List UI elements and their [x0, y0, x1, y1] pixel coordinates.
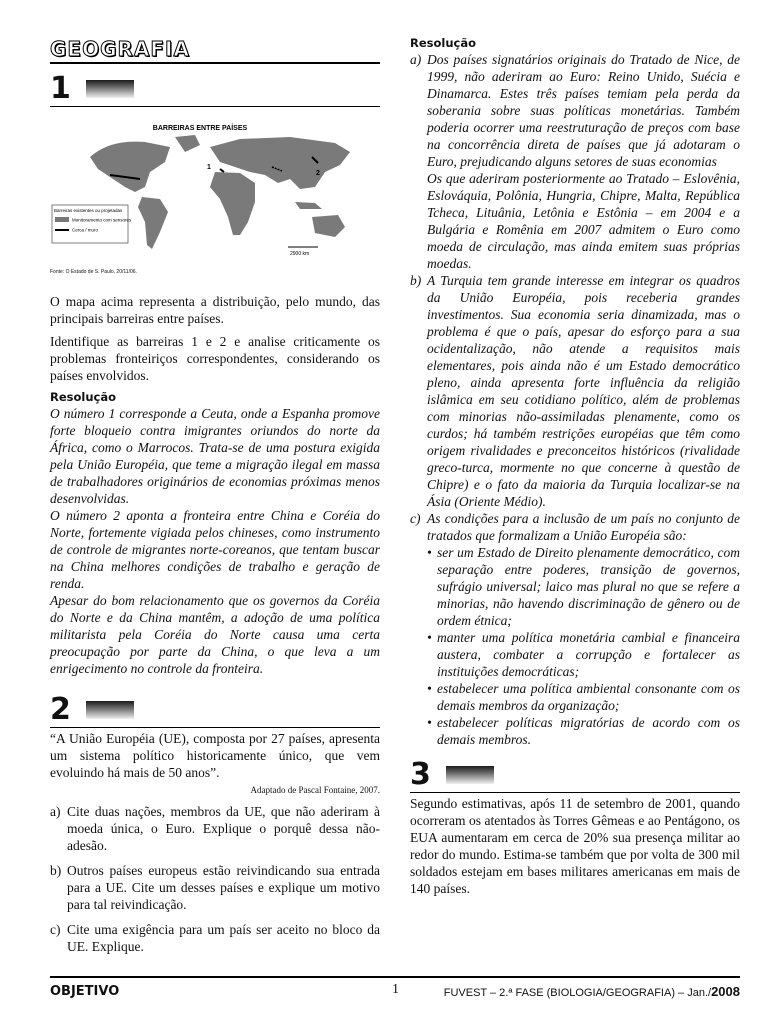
bullet-item: • estabelecer uma política ambiental consonante com os demais membros da organização; — [427, 681, 740, 713]
exam-name: FUVEST – 2.ª FASE (BIOLOGIA/GEOGRAFIA) – Jan./ — [443, 987, 712, 999]
q3-text: Segundo estimativas, após 11 de setembro de 2001, quando ocorreram os atentados às Torres Gêmeas e ao Pentágono, os EUA aumentaram em cerca de 20% sua presença militar ao redor do mundo. Estima-se também que por volta de 300 mil soldados estejam em bases militares americanas em mais de 140 países. — [410, 796, 740, 896]
item-label: b) — [50, 863, 62, 878]
map-title: BARREIRAS ENTRE PAÍSES — [152, 125, 248, 132]
question-bar-decoration — [86, 80, 134, 98]
question-bar-decoration — [446, 766, 494, 784]
map-source: Fonte: O Estado de S. Paulo, 20/11/06. — [50, 269, 137, 275]
question-bar-decoration — [86, 701, 134, 719]
item-text: A Turquia tem grande interesse em integrar os quadros da União Européia, pois receberia grandes investimentos. Sua economia seria dinamizada, mas o problema é que o país, apesar do esforço para a sua ocidentalização, não atende a requisitos mais elementares, pois ainda não é um Estado democrático pleno, ainda apresenta forte influência da religião islâmica em seu cotidiano político, além de problemas com minorias não-assimiladas plenamente, como os curdos; há também restrições européias que têm como origem rivalidades e preconceitos históricos (rivalidade greco-turca, mormente no que concerne à questão de Chipre) e o fato da maioria da Turquia localizar-se na Ásia (Oriente Médio). — [427, 273, 740, 509]
legend-title: Barreiras existentes ou projetadas — [54, 208, 123, 213]
bullet-text: estabelecer políticas migratórias de acordo com os demais membros. — [437, 715, 740, 747]
item-label: a) — [410, 52, 422, 67]
left-column — [50, 34, 380, 955]
title-rule — [50, 62, 380, 64]
question-number: 2 — [50, 692, 71, 727]
bullet-item: • manter uma política monetária cambial e financeira austera, combater a corrupção e fortalecer as instituições democráticas; — [427, 630, 740, 679]
q2-res-c — [410, 510, 740, 748]
q2-item-b — [50, 862, 380, 913]
item-label: c) — [410, 511, 421, 526]
q2-quote: “A União Européia (UE), composta por 27 países, apresenta um sistema político historicamente único, que vem evoluindo há mais de 50 anos”. — [50, 731, 380, 780]
item-text: Cite duas nações, membros da UE, que não aderiram à moeda única, o Euro. Explique o porquê dessa não-adesão. — [67, 804, 380, 853]
question-number: 3 — [410, 757, 431, 792]
q2-resolution-label: Resolução — [410, 36, 477, 50]
exam-year: 2008 — [711, 984, 740, 999]
item-text: Outros países europeus estão reivindicando sua entrada para a UE. Cite um desses países e explique um motivo para tal reivindicação. — [67, 863, 380, 912]
footer-exam-info — [444, 984, 740, 999]
question-2-header — [50, 693, 380, 728]
barrier-label-1: 1 — [207, 164, 211, 171]
item-label: c) — [50, 922, 61, 937]
q2-citation: Adaptado de Pascal Fontaine, 2007. — [250, 785, 380, 795]
bullet-text: manter uma política monetária cambial e financeira austera, combater a corrupção e fortalecer as instituições democráticas; — [437, 630, 740, 679]
item-text: As condições para a inclusão de um país no conjunto de tratados que formalizam a União Européia são: — [427, 511, 740, 543]
page-footer — [50, 976, 740, 999]
q2-res-b — [410, 272, 740, 510]
item-text: Cite uma exigência para um país ser aceito no bloco da UE. Explique. — [67, 922, 380, 954]
q2-item-a — [50, 803, 380, 854]
bullet-text: ser um Estado de Direito plenamente democrático, com separação entre poderes, transição de governos, sufrágio universal; laico mas plural no que se refere a minorias, não havendo discriminação de gênero ou de ordem étnica; — [437, 545, 740, 628]
question-number: 1 — [50, 71, 71, 106]
bullet-item: • estabelecer políticas migratórias de acordo com os demais membros. — [427, 715, 740, 747]
barrier-label-2: 2 — [316, 170, 320, 177]
q2-res-a — [410, 51, 740, 272]
map-scale: 2900 km — [290, 251, 310, 257]
q1-res1: O número 1 corresponde a Ceuta, onde a Espanha promove forte bloqueio contra imigrantes oriundos do norte da África, como o Marrocos. Trata-se de uma postura exigida pela União Européia, que teme a migração ilegal em massa de trabalhadores originários de economias próximas menos desenvolvidas. — [50, 406, 380, 506]
question-3-header — [410, 758, 740, 793]
map-svg — [50, 117, 380, 267]
legend-sensor-swatch — [55, 217, 69, 222]
question-1-header — [50, 72, 380, 107]
page-number: 1 — [392, 982, 399, 997]
bullet-text: estabelecer uma política ambiental consonante com os demais membros da organização; — [437, 681, 740, 713]
world-barriers-map — [50, 117, 380, 267]
right-column — [410, 34, 740, 897]
legend-sensor-label: Monitoramento com sensores — [72, 217, 132, 223]
item-label: b) — [410, 273, 422, 288]
item-label: a) — [50, 804, 61, 819]
q2-item-c — [50, 921, 380, 955]
q1-para1: O mapa acima representa a distribuição, pelo mundo, das principais barreiras entre países. — [50, 294, 380, 326]
q1-res2: O número 2 aponta a fronteira entre China e Coréia do Norte, fortemente vigiada pelos chineses, como instrumento de controle de migrantes norte-coreanos, que tentam buscar na China melhores condições de trabalho e geração de renda. — [50, 508, 380, 591]
q1-resolution-label: Resolução — [50, 390, 117, 404]
item-text: Os que aderiram posteriormente ao Tratado – Eslovênia, Eslováquia, Polônia, Hungria, Chipre, Malta, República Tcheca, Lituânia, Letônia e Estônia – em 2004 e a Bulgária e Romênia em 2007 admitem o Euro como moeda de circulação, mas ainda emitem suas próprias moedas. — [427, 171, 740, 271]
bullet-item: • ser um Estado de Direito plenamente democrático, com separação entre poderes, transição de governos, sufrágio universal; laico mas plural no que se refere a minorias, não havendo discriminação de gênero ou de ordem étnica; — [427, 545, 740, 628]
subject-title: GEOGRAFIA — [50, 37, 190, 61]
q1-res3: Apesar do bom relacionamento que os governos da Coréia do Norte e da China mantêm, a adoção de uma política militarista pela Coréia do Norte causa uma certa preocupação por parte da China, o que leva a um enrigecimento no controle da fronteira. — [50, 593, 380, 676]
q1-para2: Identifique as barreiras 1 e 2 e analise criticamente os problemas fronteiriços correspondentes, considerando os países envolvidos. — [50, 334, 380, 383]
item-text: Dos países signatários originais do Tratado de Nice, de 1999, não aderiram ao Euro: Reino Unido, Suécia e Dinamarca. Estes três países temiam pela perda da soberania sobre suas políticas monetárias. Também poderia ocorrer uma reestruturação de preços com base na concorrência direta de países que já adotaram o Euro, prejudicando alguns setores de suas economias — [427, 52, 740, 169]
footer-brand: OBJETIVO — [50, 984, 120, 999]
legend-wall-label: Cerca / muro — [72, 227, 99, 233]
